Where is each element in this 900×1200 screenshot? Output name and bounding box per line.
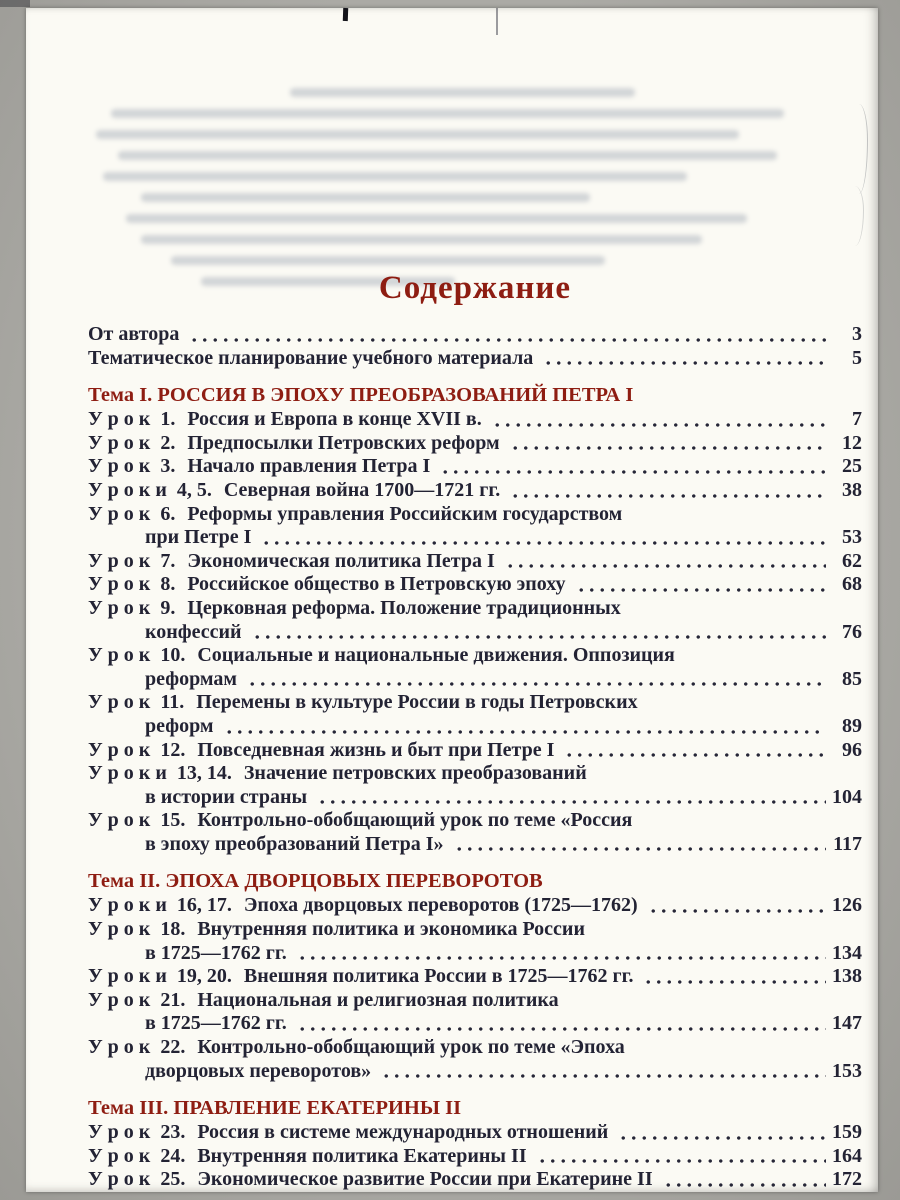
toc-item <box>88 503 862 550</box>
dot-leader <box>537 1145 826 1169</box>
toc-item <box>88 644 862 691</box>
toc-item <box>88 455 862 479</box>
toc-item-line <box>88 597 862 621</box>
toc-page-number: 5 <box>852 346 862 369</box>
toc-page-number: 85 <box>842 667 862 690</box>
toc-page-number: 172 <box>832 1168 862 1191</box>
toc-item-title: Перемены в культуре России в годы Петровских <box>196 691 638 714</box>
toc-item-line <box>88 762 862 786</box>
toc-item-title: в 1725—1762 гг. <box>145 941 287 964</box>
dot-leader <box>381 1060 826 1084</box>
toc-item-title: конфессий <box>145 620 242 643</box>
toc-item <box>88 918 862 965</box>
toc-item-line <box>88 739 862 763</box>
toc-item-line <box>88 809 862 833</box>
dot-leader <box>564 739 826 763</box>
toc-page-number: 104 <box>832 785 862 808</box>
dot-leader <box>510 432 826 456</box>
toc-page-number: 3 <box>852 323 862 345</box>
toc-item <box>88 323 862 347</box>
toc-item-title: Северная война 1700—1721 гг. <box>223 478 501 501</box>
toc-item-title: Российское общество в Петровскую эпоху <box>187 573 566 596</box>
toc-item-title: Контрольно-обобщающий урок по теме «Эпоха <box>197 1036 625 1059</box>
toc-item-lead: У р о к 9. <box>88 596 176 619</box>
toc-item <box>88 894 862 918</box>
page-title: Содержание <box>378 270 572 306</box>
toc-item <box>88 691 862 738</box>
toc-item <box>88 347 862 371</box>
toc-item-lead: У р о к и 4, 5. <box>88 478 212 501</box>
toc-page-number: 53 <box>842 526 862 549</box>
toc-item-line <box>88 833 862 857</box>
toc-item-title: Россия в системе международных отношений <box>197 1121 609 1144</box>
dot-leader <box>576 573 826 597</box>
toc-page-number: 96 <box>842 738 862 761</box>
toc-item-lead: У р о к 6. <box>88 502 176 525</box>
toc-page-number: 134 <box>832 941 862 964</box>
toc-item-lead: У р о к 23. <box>88 1121 186 1144</box>
toc-item-title: в истории страны <box>145 785 308 808</box>
toc-item <box>88 573 862 597</box>
dot-leader <box>454 833 826 857</box>
dot-leader <box>252 621 826 645</box>
toc-item-title: От автора <box>88 323 180 345</box>
book-page <box>26 8 878 1192</box>
toc-item-line <box>88 1121 862 1145</box>
toc-item-title: в 1725—1762 гг. <box>145 1012 287 1035</box>
toc-item-lead: У р о к 12. <box>88 738 186 761</box>
toc-item-title: Национальная и религиозная политика <box>197 988 559 1011</box>
toc-page-number: 12 <box>842 431 862 454</box>
toc-item-title: дворцовых переворотов» <box>145 1059 372 1082</box>
toc-item-line <box>88 621 862 645</box>
dot-leader <box>297 942 826 966</box>
toc-item <box>88 1168 862 1192</box>
toc-item-line <box>88 965 862 989</box>
toc-item-lead: У р о к и 19, 20. <box>88 965 232 988</box>
toc-item-line <box>88 432 862 456</box>
toc-page-number: 7 <box>852 408 862 431</box>
toc-item-line <box>88 691 862 715</box>
toc-item <box>88 408 862 432</box>
dot-leader <box>297 1012 826 1036</box>
toc-item <box>88 432 862 456</box>
toc-item-lead: У р о к 18. <box>88 918 186 941</box>
scan-corner-smudge <box>0 0 30 7</box>
toc-item-lead: У р о к и 16, 17. <box>88 894 232 917</box>
toc-item <box>88 597 862 644</box>
toc-item-line <box>88 989 862 1013</box>
toc-page-number: 76 <box>842 620 862 643</box>
toc-item-title: Контрольно-обобщающий урок по теме «Россия <box>197 809 633 832</box>
toc-item-lead: У р о к 24. <box>88 1144 186 1167</box>
toc-item-line <box>88 1012 862 1036</box>
toc-item-title: Экономическое развитие России при Екатерине II <box>197 1168 653 1191</box>
toc-item <box>88 479 862 503</box>
toc-item-line <box>88 1145 862 1169</box>
toc-page-number: 159 <box>832 1121 862 1144</box>
toc-item-line <box>88 1168 862 1192</box>
toc-item-line <box>88 503 862 527</box>
dot-leader <box>543 347 826 371</box>
toc-item-title: Церковная реформа. Положение традиционных <box>187 596 621 619</box>
toc-item-title: реформам <box>145 667 238 690</box>
toc-item-lead: У р о к 22. <box>88 1036 186 1059</box>
toc-item-title: Внешняя политика России в 1725—1762 гг. <box>243 965 634 988</box>
toc-item-line <box>88 408 862 432</box>
toc-page-number: 38 <box>842 478 862 501</box>
toc-item-title: Внутренняя политика Екатерины II <box>197 1144 527 1167</box>
toc-item-line <box>88 942 862 966</box>
toc-item-lead: У р о к и 13, 14. <box>88 762 232 785</box>
toc-item-title: при Петре I <box>145 526 252 549</box>
toc-item <box>88 1145 862 1169</box>
toc-item-line <box>88 455 862 479</box>
dot-leader <box>492 408 826 432</box>
toc-page-number: 147 <box>832 1012 862 1035</box>
toc-item-title: Россия и Европа в конце XVII в. <box>187 408 482 431</box>
toc-item-line <box>88 550 862 574</box>
toc-item-title: Тематическое планирование учебного материала <box>88 346 534 369</box>
toc-item <box>88 739 862 763</box>
toc-item-lead: У р о к 8. <box>88 573 176 596</box>
toc-item-title: в эпоху преобразований Петра I» <box>145 832 444 855</box>
toc-item-lead: У р о к 3. <box>88 455 176 478</box>
dot-leader <box>440 455 826 479</box>
toc-item-line <box>88 479 862 503</box>
toc-item-line <box>88 715 862 739</box>
toc-page-number: 153 <box>832 1059 862 1082</box>
toc-item-title: Значение петровских преобразований <box>243 762 587 785</box>
section-heading: Тема I. РОССИЯ В ЭПОХУ ПРЕОБРАЗОВАНИЙ ПЕТРА I <box>88 384 634 407</box>
toc-item-line <box>88 786 862 810</box>
toc-item-lead: У р о к 15. <box>88 809 186 832</box>
section-heading: Тема II. ЭПОХА ДВОРЦОВЫХ ПЕРЕВОРОТОВ <box>88 870 543 893</box>
dot-leader <box>663 1168 826 1192</box>
toc-item <box>88 762 862 809</box>
toc-page-number: 164 <box>832 1144 862 1167</box>
toc-page-number: 126 <box>832 894 862 917</box>
toc-item-line <box>88 323 862 347</box>
toc-item <box>88 550 862 574</box>
toc-item <box>88 1036 862 1083</box>
dot-leader <box>510 479 826 503</box>
toc-item-title: Повседневная жизнь и быт при Петре I <box>197 738 555 761</box>
toc-item-line <box>88 894 862 918</box>
toc-item-lead: У р о к 7. <box>88 549 176 572</box>
toc-page-number: 89 <box>842 714 862 737</box>
toc-item-title: Экономическая политика Петра I <box>187 549 495 572</box>
toc-item-title: реформ <box>145 714 214 737</box>
toc-item <box>88 965 862 989</box>
toc-item-title: Социальные и национальные движения. Оппозиция <box>197 644 675 667</box>
toc-item-lead: У р о к 25. <box>88 1168 186 1191</box>
toc-item-title: Реформы управления Российским государством <box>187 502 623 525</box>
dot-leader <box>648 894 826 918</box>
toc-page-number: 25 <box>842 455 862 478</box>
toc-item-lead: У р о к 11. <box>88 691 185 714</box>
toc-page-number: 117 <box>833 832 862 855</box>
toc-page-number: 68 <box>842 573 862 596</box>
toc-item <box>88 1121 862 1145</box>
toc-page-number: 138 <box>832 965 862 988</box>
dot-leader <box>618 1121 826 1145</box>
toc-item-title: Внутренняя политика и экономика России <box>197 918 585 941</box>
toc-item <box>88 989 862 1036</box>
toc-page-number: 62 <box>842 549 862 572</box>
toc-item-lead: У р о к 21. <box>88 988 186 1011</box>
toc-item-title: Эпоха дворцовых переворотов (1725—1762) <box>243 894 638 917</box>
dot-leader <box>261 526 826 550</box>
toc-item-line <box>88 1060 862 1084</box>
dot-leader <box>505 550 826 574</box>
toc-item-line <box>88 668 862 692</box>
dot-leader <box>317 786 826 810</box>
toc-item <box>88 809 862 856</box>
toc-item-lead: У р о к 10. <box>88 644 186 667</box>
toc-item-title: Начало правления Петра I <box>187 455 431 478</box>
dot-leader <box>643 965 826 989</box>
toc-list <box>88 323 862 1192</box>
toc-item-line <box>88 573 862 597</box>
toc-item-line <box>88 644 862 668</box>
toc-item-line <box>88 918 862 942</box>
dot-leader <box>247 668 826 692</box>
toc-item-title: Предпосылки Петровских реформ <box>187 431 500 454</box>
toc-item-line <box>88 526 862 550</box>
toc-item-lead: У р о к 2. <box>88 431 176 454</box>
section-heading: Тема III. ПРАВЛЕНИЕ ЕКАТЕРИНЫ II <box>88 1097 462 1120</box>
dot-leader <box>189 323 826 347</box>
toc-item-line <box>88 347 862 371</box>
page-content <box>88 8 862 1192</box>
dot-leader <box>224 715 826 739</box>
toc-item-lead: У р о к 1. <box>88 408 176 431</box>
toc-item-line <box>88 1036 862 1060</box>
